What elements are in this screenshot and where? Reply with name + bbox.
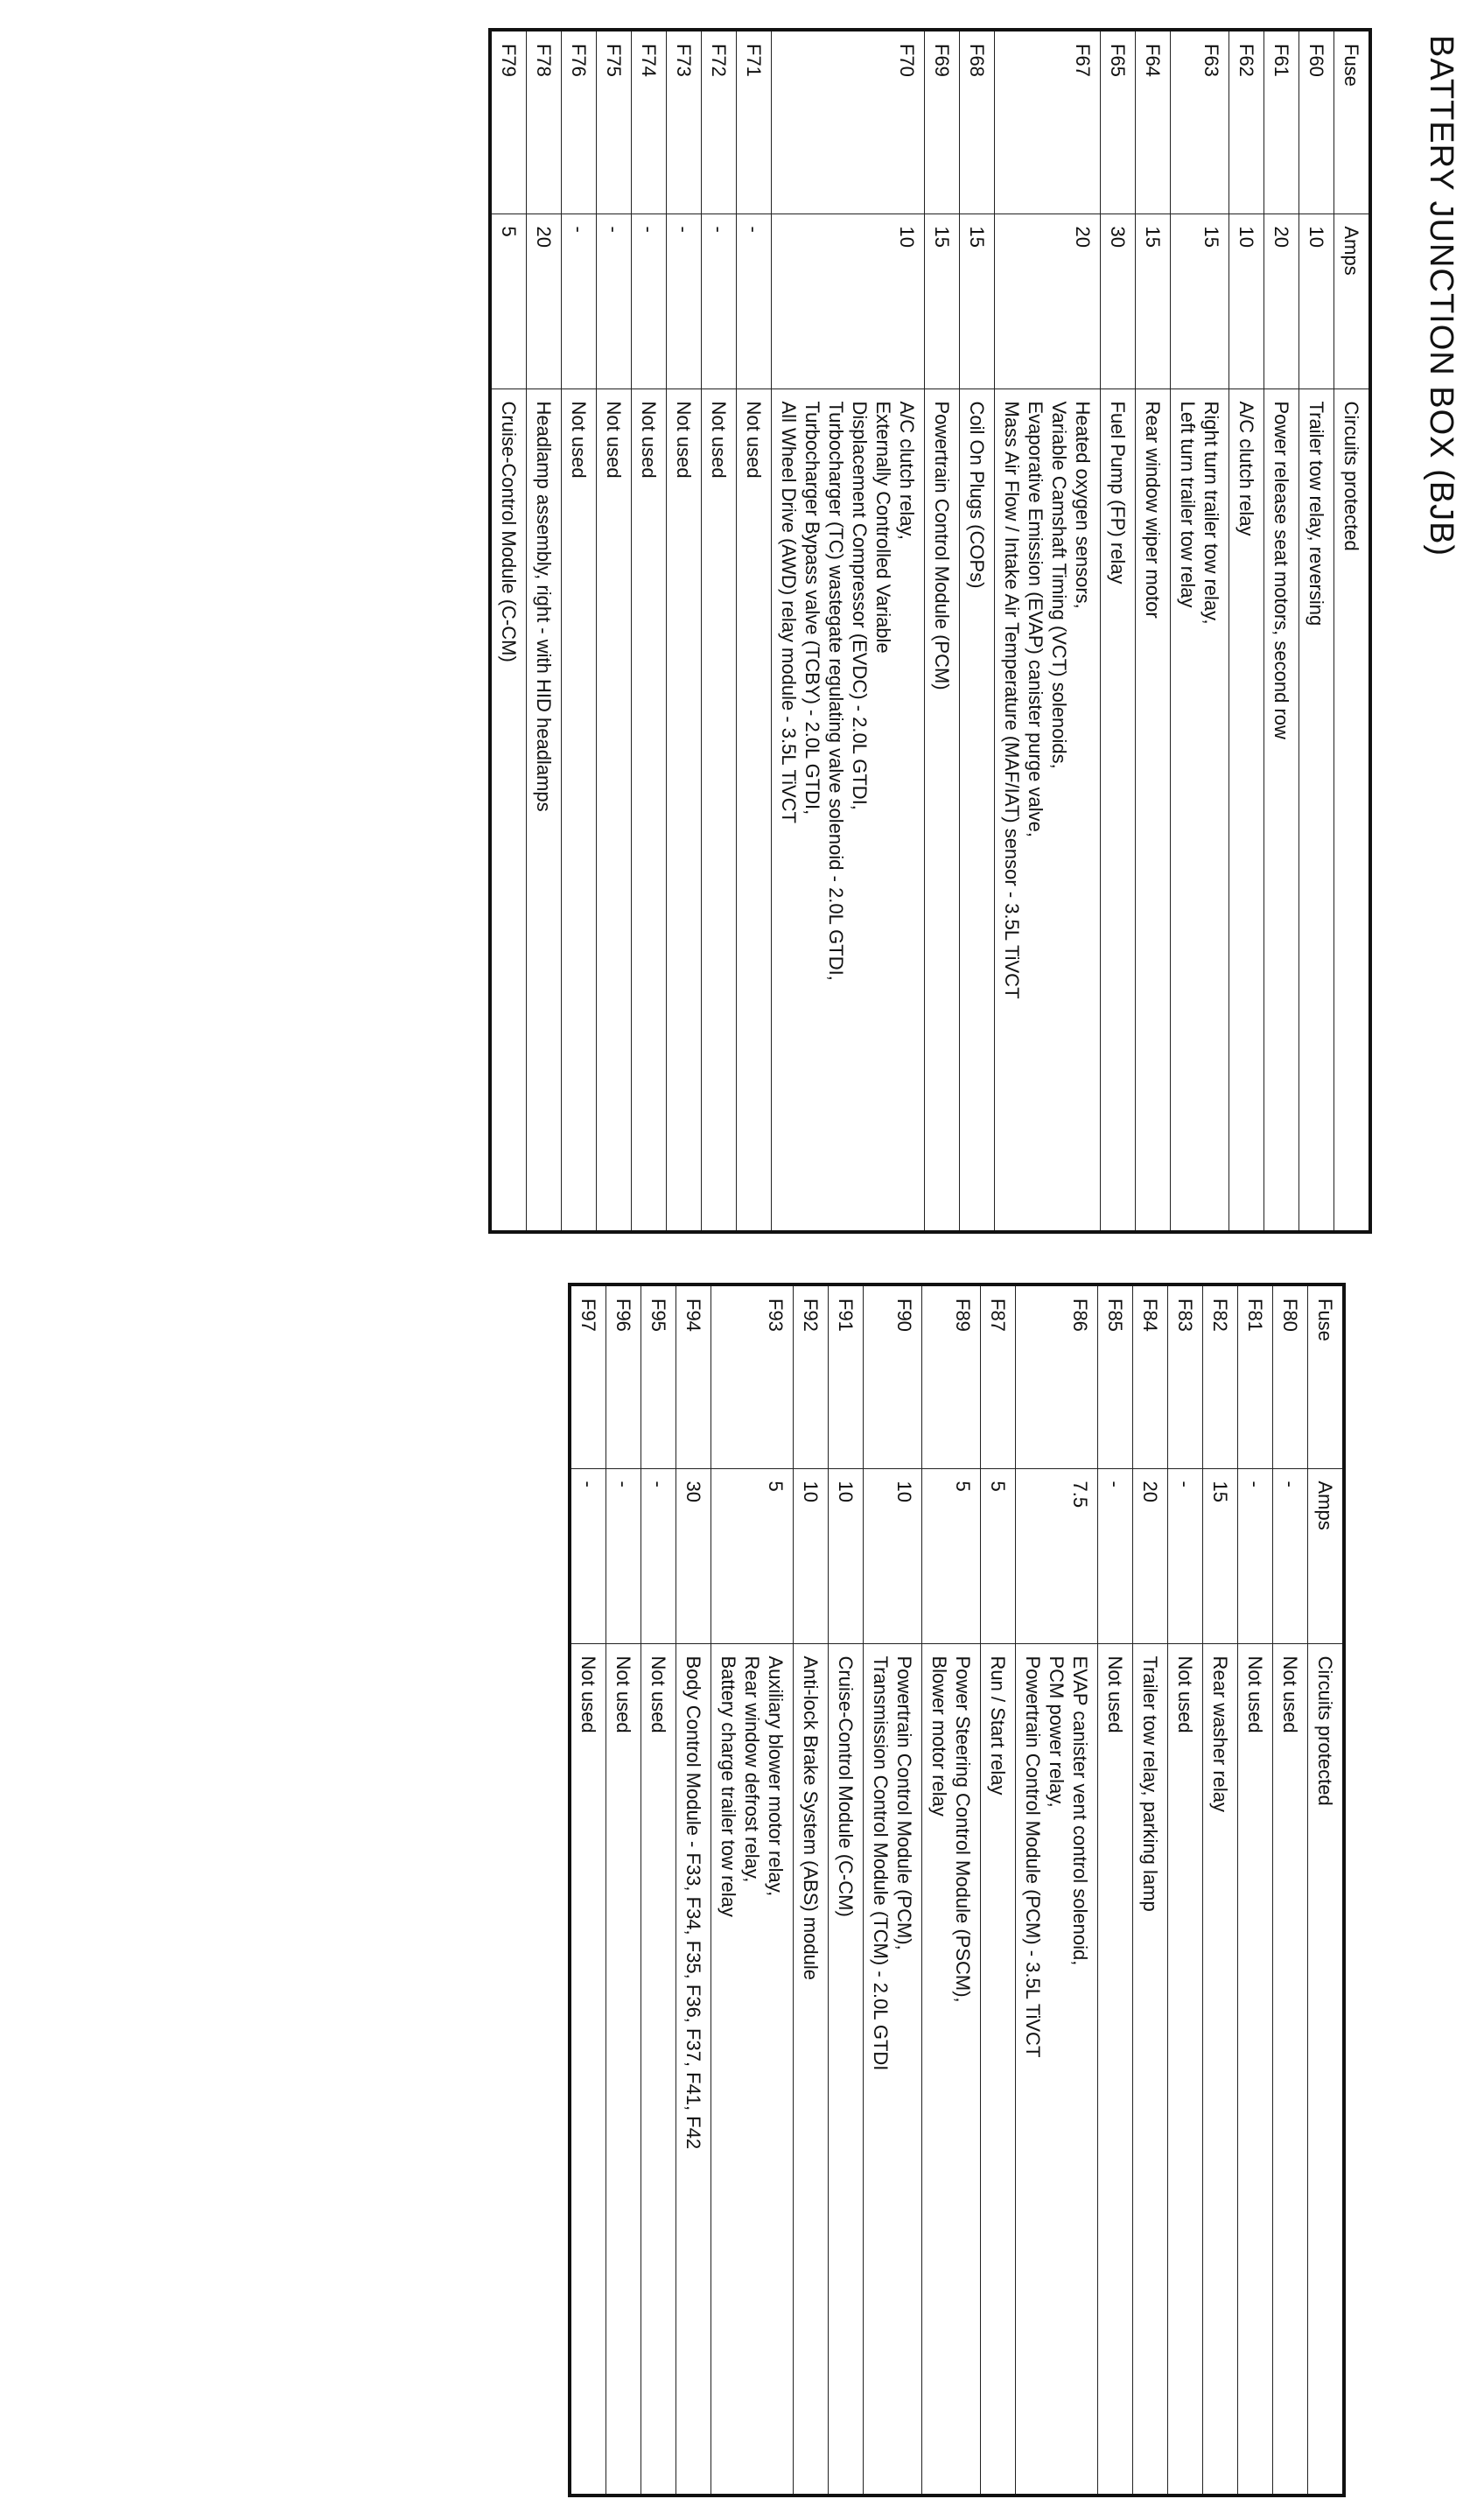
- circuits-cell: [667, 388, 702, 1232]
- fuse-row: [925, 30, 960, 1232]
- fuse-row: [562, 30, 597, 1232]
- circuits-cell: [1299, 388, 1334, 1232]
- amps-cell: 10: [1229, 214, 1264, 388]
- circuit-line: Cruise-Control Module (C-CM): [835, 1656, 857, 1917]
- circuit-line: Displacement Compressor (EVDC) - 2.0L GTDI,: [849, 401, 871, 810]
- amps-cell: 15: [960, 214, 995, 388]
- fuse-id-cell: F93: [711, 1284, 794, 1468]
- circuit-line: EVAP canister vent control solenoid,: [1069, 1656, 1091, 1966]
- fuse-row: [922, 1284, 981, 2496]
- amps-cell: 10: [772, 214, 925, 388]
- fuse-id-cell: F91: [829, 1284, 864, 1468]
- fuse-row: [711, 1284, 794, 2496]
- circuits-cell: [1133, 1643, 1168, 2496]
- circuit-line: A/C clutch relay: [1236, 401, 1257, 536]
- circuits-cell: [1101, 388, 1136, 1232]
- circuit-line: Not used: [612, 1656, 634, 1733]
- fuse-id-cell: F92: [794, 1284, 829, 1468]
- fuse-id-cell: F71: [737, 30, 772, 214]
- fuse-table-1: [488, 28, 1372, 1234]
- circuits-cell: [995, 388, 1101, 1232]
- amps-cell: 30: [676, 1468, 711, 1643]
- fuse-row: [527, 30, 562, 1232]
- fuse-row: [1171, 30, 1229, 1232]
- header-circuits: Circuits protected: [1308, 1643, 1345, 2496]
- fuse-row: [1101, 30, 1136, 1232]
- circuit-line: Powertrain Control Module (PCM),: [893, 1656, 915, 1950]
- fuse-row: [632, 30, 667, 1232]
- amps-cell: 10: [794, 1468, 829, 1643]
- fuse-id-cell: F62: [1229, 30, 1264, 214]
- fuse-id-cell: F86: [1016, 1284, 1098, 1468]
- fuse-id-cell: F76: [562, 30, 597, 214]
- circuit-line: Powertrain Control Module (PCM): [931, 401, 953, 690]
- fuse-id-cell: F74: [632, 30, 667, 214]
- circuits-cell: [772, 388, 925, 1232]
- circuits-cell: [1238, 1643, 1273, 2496]
- amps-cell: -: [1098, 1468, 1133, 1643]
- fuse-id-cell: F61: [1264, 30, 1299, 214]
- fuse-row: [794, 1284, 829, 2496]
- amps-cell: 5: [490, 214, 527, 388]
- circuit-line: Right turn trailer tow relay,: [1200, 401, 1222, 625]
- circuit-line: A/C clutch relay,: [896, 401, 918, 541]
- fuse-row: [960, 30, 995, 1232]
- circuits-cell: [702, 388, 737, 1232]
- circuit-line: Not used: [568, 401, 590, 479]
- amps-cell: -: [1168, 1468, 1203, 1643]
- fuse-id-cell: F95: [641, 1284, 676, 1468]
- circuit-line: Not used: [1244, 1656, 1266, 1733]
- fuse-row: [829, 1284, 864, 2496]
- fuse-table-2: [568, 1283, 1346, 2497]
- fuse-row: [641, 1284, 676, 2496]
- circuit-line: Not used: [578, 1656, 599, 1733]
- circuit-line: Battery charge trailer tow relay: [718, 1656, 739, 1917]
- fuse-id-cell: F63: [1171, 30, 1229, 214]
- circuit-line: Cruise-Control Module (C-CM): [498, 401, 520, 662]
- amps-cell: 5: [711, 1468, 794, 1643]
- circuit-line: Rear window wiper motor: [1142, 401, 1164, 619]
- fuse-row: [570, 1284, 606, 2496]
- amps-cell: 20: [1264, 214, 1299, 388]
- fuse-row: [597, 30, 632, 1232]
- circuit-line: Anti-lock Brake System (ABS) module: [800, 1656, 822, 1980]
- circuit-line: Mass Air Flow / Intake Air Temperature (MAF/IAT) sensor - 3.5L TiVCT: [1001, 401, 1023, 999]
- amps-cell: 5: [981, 1468, 1016, 1643]
- circuits-cell: [1264, 388, 1299, 1232]
- circuits-cell: [570, 1643, 606, 2496]
- amps-cell: 20: [527, 214, 562, 388]
- circuit-line: Power Steering Control Module (PSCM),: [952, 1656, 974, 2003]
- circuit-line: Not used: [708, 401, 730, 479]
- circuit-line: Not used: [648, 1656, 669, 1733]
- circuits-cell: [1098, 1643, 1133, 2496]
- table-header-row: [1308, 1284, 1345, 2496]
- fuse-row: [606, 1284, 641, 2496]
- header-fuse: Fuse: [1308, 1284, 1345, 1468]
- fuse-row: [1098, 1284, 1133, 2496]
- fuse-id-cell: F69: [925, 30, 960, 214]
- circuit-line: Evaporative Emission (EVAP) canister purge valve,: [1025, 401, 1046, 837]
- circuits-cell: [676, 1643, 711, 2496]
- circuit-line: Rear washer relay: [1209, 1656, 1231, 1813]
- circuit-line: Not used: [673, 401, 695, 479]
- circuit-line: Trailer tow relay, reversing: [1306, 401, 1327, 626]
- circuits-cell: [597, 388, 632, 1232]
- fuse-row: [864, 1284, 922, 2496]
- fuse-row: [1133, 1284, 1168, 2496]
- fuse-id-cell: F75: [597, 30, 632, 214]
- amps-cell: 15: [1136, 214, 1171, 388]
- amps-cell: 15: [1203, 1468, 1238, 1643]
- circuits-cell: [1136, 388, 1171, 1232]
- fuse-id-cell: F78: [527, 30, 562, 214]
- circuits-cell: [864, 1643, 922, 2496]
- circuits-cell: [527, 388, 562, 1232]
- amps-cell: -: [702, 214, 737, 388]
- amps-cell: -: [562, 214, 597, 388]
- fuse-row: [1203, 1284, 1238, 2496]
- amps-cell: 7.5: [1016, 1468, 1098, 1643]
- circuit-line: Not used: [1104, 1656, 1126, 1733]
- fuse-id-cell: F87: [981, 1284, 1016, 1468]
- amps-cell: -: [667, 214, 702, 388]
- circuit-line: Coil On Plugs (COPs): [966, 401, 988, 589]
- circuits-cell: [562, 388, 597, 1232]
- amps-cell: 30: [1101, 214, 1136, 388]
- page-title: BATTERY JUNCTION BOX (BJB): [1423, 35, 1460, 557]
- fuse-row: [1168, 1284, 1203, 2496]
- circuit-line: Not used: [638, 401, 660, 479]
- circuit-line: Auxiliary blower motor relay,: [765, 1656, 787, 1897]
- circuits-cell: [606, 1643, 641, 2496]
- circuit-line: Run / Start relay: [987, 1656, 1009, 1796]
- fuse-id-cell: F90: [864, 1284, 922, 1468]
- fuse-id-cell: F89: [922, 1284, 981, 1468]
- fuse-row: [995, 30, 1101, 1232]
- circuit-line: All Wheel Drive (AWD) relay module - 3.5L TiVCT: [778, 401, 800, 823]
- header-circuits: Circuits protected: [1334, 388, 1371, 1232]
- amps-cell: 15: [925, 214, 960, 388]
- fuse-row: [676, 1284, 711, 2496]
- circuit-line: PCM power relay,: [1046, 1656, 1068, 1808]
- fuse-row: [981, 1284, 1016, 2496]
- fuse-id-cell: F80: [1273, 1284, 1308, 1468]
- circuit-line: Fuel Pump (FP) relay: [1107, 401, 1129, 584]
- circuit-line: Variable Camshaft Timing (VCT) solenoids,: [1048, 401, 1070, 769]
- circuits-cell: [1273, 1643, 1308, 2496]
- circuit-line: Blower motor relay: [928, 1656, 950, 1816]
- amps-cell: -: [1273, 1468, 1308, 1643]
- amps-cell: 20: [1133, 1468, 1168, 1643]
- amps-cell: 15: [1171, 214, 1229, 388]
- circuit-line: Transmission Control Module (TCM) - 2.0L GTDI: [870, 1656, 892, 2071]
- circuit-line: Externally Controlled Variable: [872, 401, 894, 654]
- fuse-row: [1299, 30, 1334, 1232]
- amps-cell: -: [1238, 1468, 1273, 1643]
- amps-cell: -: [641, 1468, 676, 1643]
- circuits-cell: [960, 388, 995, 1232]
- circuits-cell: [1168, 1643, 1203, 2496]
- header-amps: Amps: [1308, 1468, 1345, 1643]
- circuit-line: Body Control Module - F33, F34, F35, F36, F37, F41, F42: [682, 1656, 704, 2150]
- header-amps: Amps: [1334, 214, 1371, 388]
- circuits-cell: [829, 1643, 864, 2496]
- amps-cell: 20: [995, 214, 1101, 388]
- fuse-id-cell: F60: [1299, 30, 1334, 214]
- circuit-line: Turbocharger Bypass valve (TCBY) - 2.0L GTDI,: [802, 401, 823, 816]
- circuits-cell: [632, 388, 667, 1232]
- fuse-id-cell: F64: [1136, 30, 1171, 214]
- circuit-line: Not used: [603, 401, 625, 479]
- fuse-id-cell: F83: [1168, 1284, 1203, 1468]
- fuse-id-cell: F79: [490, 30, 527, 214]
- circuits-cell: [794, 1643, 829, 2496]
- fuse-row: [737, 30, 772, 1232]
- circuit-line: Rear window defrost relay,: [741, 1656, 763, 1883]
- amps-cell: -: [597, 214, 632, 388]
- amps-cell: -: [570, 1468, 606, 1643]
- circuit-line: Not used: [1174, 1656, 1196, 1733]
- circuits-cell: [981, 1643, 1016, 2496]
- circuits-cell: [711, 1643, 794, 2496]
- fuse-row: [1016, 1284, 1098, 2496]
- circuits-cell: [641, 1643, 676, 2496]
- fuse-row: [667, 30, 702, 1232]
- circuits-cell: [490, 388, 527, 1232]
- fuse-id-cell: F68: [960, 30, 995, 214]
- fuse-id-cell: F85: [1098, 1284, 1133, 1468]
- amps-cell: 5: [922, 1468, 981, 1643]
- fuse-id-cell: F67: [995, 30, 1101, 214]
- fuse-id-cell: F72: [702, 30, 737, 214]
- amps-cell: -: [737, 214, 772, 388]
- fuse-row: [1264, 30, 1299, 1232]
- circuit-line: Power release seat motors, second row: [1270, 401, 1292, 739]
- circuits-cell: [737, 388, 772, 1232]
- fuse-row: [772, 30, 925, 1232]
- amps-cell: -: [632, 214, 667, 388]
- fuse-row: [1136, 30, 1171, 1232]
- fuse-id-cell: F81: [1238, 1284, 1273, 1468]
- fuse-id-cell: F96: [606, 1284, 641, 1468]
- circuits-cell: [1229, 388, 1264, 1232]
- fuse-row: [702, 30, 737, 1232]
- circuit-line: Headlamp assembly, right - with HID headlamps: [533, 401, 555, 812]
- table-header-row: [1334, 30, 1371, 1232]
- amps-cell: 10: [1299, 214, 1334, 388]
- fuse-id-cell: F82: [1203, 1284, 1238, 1468]
- amps-cell: 10: [829, 1468, 864, 1643]
- circuit-line: Powertrain Control Module (PCM) - 3.5L TiVCT: [1022, 1656, 1044, 2058]
- circuits-cell: [1016, 1643, 1098, 2496]
- circuit-line: Heated oxygen sensors,: [1072, 401, 1094, 609]
- fuse-id-cell: F84: [1133, 1284, 1168, 1468]
- amps-cell: 10: [864, 1468, 922, 1643]
- circuit-line: Not used: [1279, 1656, 1301, 1733]
- circuit-line: Turbocharger (TC) wastegate regulating valve solenoid - 2.0L GTDI,: [825, 401, 847, 981]
- fuse-row: [1229, 30, 1264, 1232]
- fuse-row: [490, 30, 527, 1232]
- fuse-id-cell: F70: [772, 30, 925, 214]
- circuits-cell: [1203, 1643, 1238, 2496]
- header-fuse: Fuse: [1334, 30, 1371, 214]
- circuit-line: Left turn trailer tow relay: [1177, 401, 1199, 608]
- circuits-cell: [922, 1643, 981, 2496]
- circuits-cell: [1171, 388, 1229, 1232]
- fuse-row: [1238, 1284, 1273, 2496]
- circuit-line: Not used: [743, 401, 765, 479]
- amps-cell: -: [606, 1468, 641, 1643]
- fuse-id-cell: F94: [676, 1284, 711, 1468]
- circuit-line: Trailer tow relay, parking lamp: [1139, 1656, 1161, 1912]
- circuits-cell: [925, 388, 960, 1232]
- fuse-id-cell: F65: [1101, 30, 1136, 214]
- fuse-id-cell: F97: [570, 1284, 606, 1468]
- fuse-id-cell: F73: [667, 30, 702, 214]
- fuse-row: [1273, 1284, 1308, 2496]
